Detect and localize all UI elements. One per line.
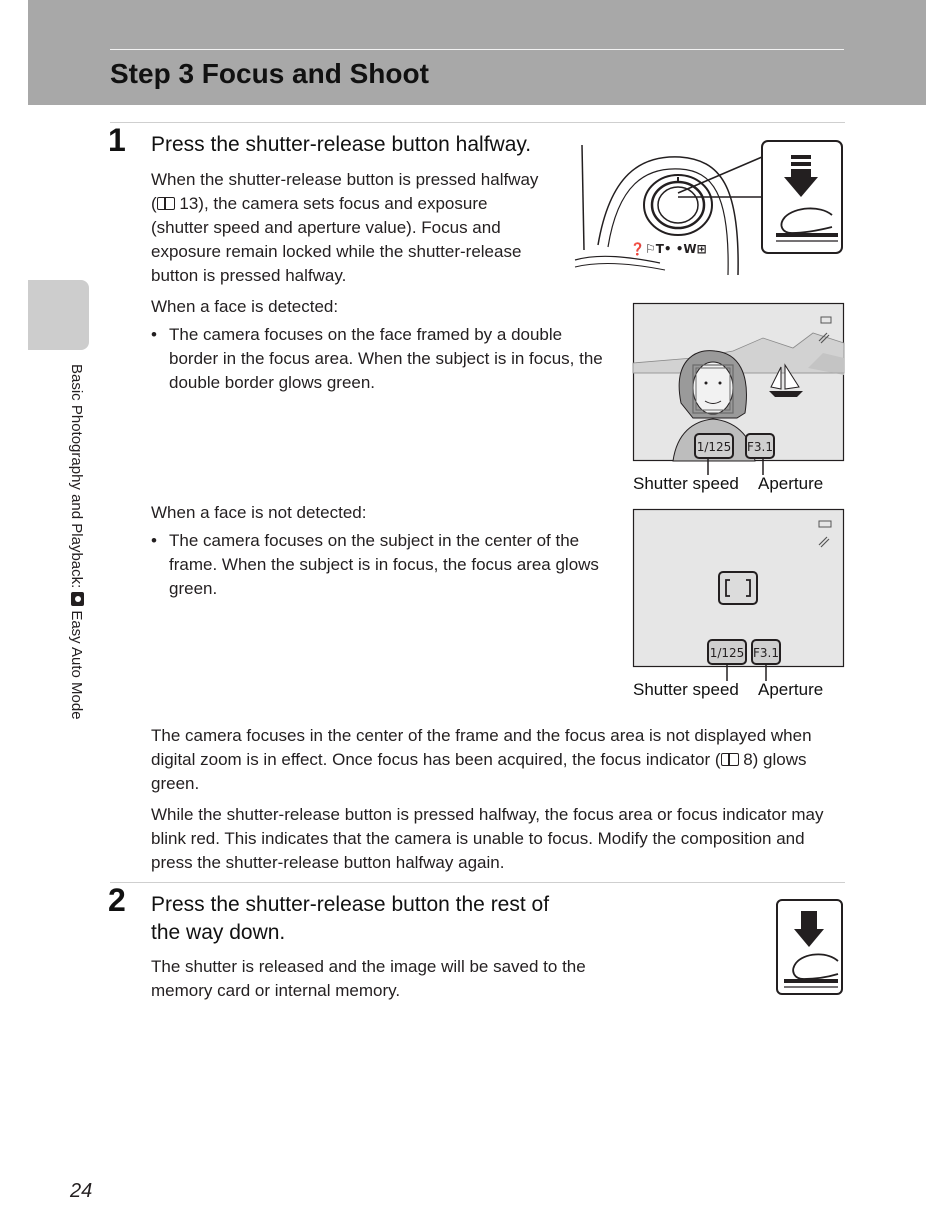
note-text: 8) glows green. <box>151 750 807 793</box>
shutter-speed-value: 1/125 <box>696 440 732 454</box>
face-not-detected-heading: When a face is not detected: <box>151 503 367 522</box>
intro-line <box>151 192 571 216</box>
intro-text: 13), the camera sets focus and exposure <box>174 194 488 213</box>
page-title: Step 3 Focus and Shoot <box>110 58 429 89</box>
section-mode-label: Easy Auto Mode <box>68 610 85 720</box>
camera-mode-icon <box>71 592 84 606</box>
intro-line: button is pressed halfway. <box>151 266 347 285</box>
step2-body: The shutter is released and the image will be saved to the memory card or internal memory. <box>151 957 586 1000</box>
digital-zoom-note <box>151 724 846 796</box>
book-icon <box>157 197 175 210</box>
step1-intro <box>151 168 571 288</box>
section-tab <box>28 280 89 350</box>
zoom-labels: ❓⚐T• •W⊞ <box>630 242 707 256</box>
page-number: 24 <box>70 1180 93 1202</box>
full-press-illustration <box>776 899 844 995</box>
intro-line: (shutter speed and aperture value). Focus and <box>151 218 501 237</box>
shutter-speed-value: 1/125 <box>709 646 745 660</box>
aperture-value: F3.1 <box>747 440 773 454</box>
lcd-screen-face <box>633 303 845 461</box>
blink-red-note: While the shutter-release button is pressed halfway, the focus area or focus indicator may blink red. This indicates that the camera is unable to focus. Modify the composition and press the shutter-release button halfway again. <box>151 805 824 872</box>
face-detected-heading: When a face is detected: <box>151 297 339 316</box>
divider <box>110 882 845 883</box>
book-icon <box>721 753 739 766</box>
intro-line: exposure remain locked while the shutter-release <box>151 242 522 261</box>
step-title-line: the way down. <box>151 921 286 944</box>
aperture-caption: Aperture <box>758 474 824 493</box>
step-title: Press the shutter-release button halfway. <box>151 133 532 156</box>
section-label: Basic Photography and Playback: <box>68 364 85 589</box>
shutter-speed-caption: Shutter speed <box>633 680 739 699</box>
intro-line: When the shutter-release button is pressed halfway <box>151 170 539 189</box>
aperture-caption: Aperture <box>758 680 824 699</box>
divider <box>110 122 845 123</box>
intro-text: ( <box>151 194 157 213</box>
section-sidebar-text <box>61 364 85 784</box>
shutter-speed-caption: Shutter speed <box>633 474 739 493</box>
face-not-detected-bullet: • The camera focuses on the subject in the center of the frame. When the subject is in focus, the focus area glows green. <box>151 529 619 601</box>
aperture-value: F3.1 <box>753 646 779 660</box>
face-detected-bullet: • The camera focuses on the face framed by a double border in the focus area. When the subject is in focus, the double border glows green. <box>151 323 609 395</box>
camera-top-illustration <box>570 135 850 285</box>
center-focus-area <box>719 572 757 604</box>
page-header <box>28 0 926 105</box>
note-text: The camera focuses in the center of the frame and the focus area is not displayed when digital zoom is in effect. Once focus has been acquired, the focus indicator ( <box>151 726 812 769</box>
step-number: 1 <box>108 122 126 158</box>
step-title-line: Press the shutter-release button the rest of <box>151 893 550 916</box>
lcd-screen-center <box>633 509 845 667</box>
step-number: 2 <box>108 882 126 918</box>
header-rule <box>110 49 844 50</box>
step-title <box>151 891 611 947</box>
